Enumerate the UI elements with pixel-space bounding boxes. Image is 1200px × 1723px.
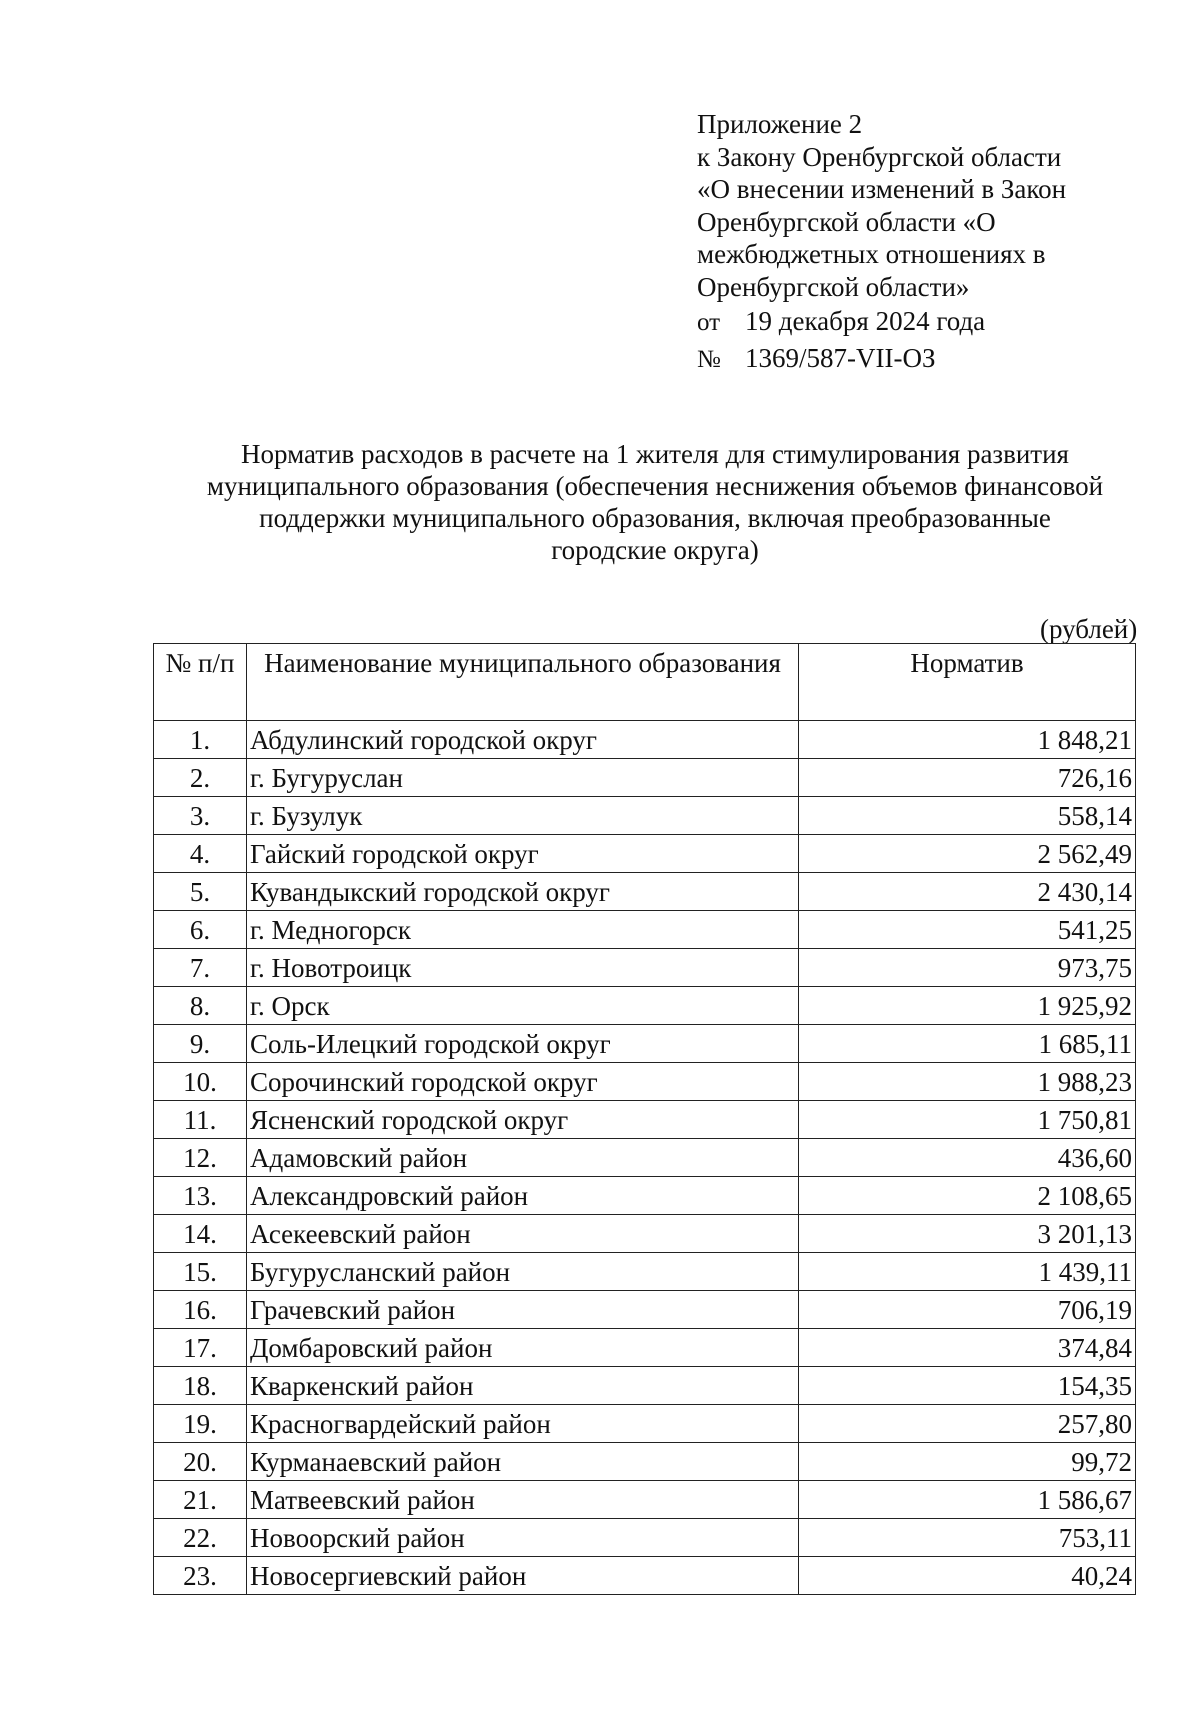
municipality-name: Красногвардейский район: [247, 1405, 799, 1443]
table-row: [154, 1443, 1136, 1481]
appendix-header: [697, 108, 1117, 376]
municipality-name: г. Новотроицк: [247, 949, 799, 987]
row-number: 19.: [154, 1405, 247, 1443]
row-number: 2.: [154, 759, 247, 797]
table-row: [154, 721, 1136, 759]
row-number: 21.: [154, 1481, 247, 1519]
norm-value: 726,16: [799, 759, 1136, 797]
municipality-name: г. Бузулук: [247, 797, 799, 835]
table-row: [154, 911, 1136, 949]
table-row: [154, 1215, 1136, 1253]
norm-value: 2 562,49: [799, 835, 1136, 873]
table-row: [154, 1481, 1136, 1519]
appendix-line: Оренбургской области»: [697, 271, 970, 302]
table-row: [154, 949, 1136, 987]
table-row: [154, 1519, 1136, 1557]
norm-value: 1 988,23: [799, 1063, 1136, 1101]
norm-value: 1 925,92: [799, 987, 1136, 1025]
norm-value: 2 108,65: [799, 1177, 1136, 1215]
appendix-line: Оренбургской области «О: [697, 206, 996, 237]
norm-value: 99,72: [799, 1443, 1136, 1481]
title-line: поддержки муниципального образования, включая преобразованные: [259, 503, 1051, 533]
law-number-label: №: [697, 345, 721, 373]
norm-value: 1 586,67: [799, 1481, 1136, 1519]
units-label: (рублей): [1040, 614, 1138, 644]
norm-value: 706,19: [799, 1291, 1136, 1329]
norm-value: 257,80: [799, 1405, 1136, 1443]
table-row: [154, 873, 1136, 911]
norm-value: 2 430,14: [799, 873, 1136, 911]
table-row: [154, 1025, 1136, 1063]
norm-value: 40,24: [799, 1557, 1136, 1595]
municipality-name: Гайский городской округ: [247, 835, 799, 873]
row-number: 7.: [154, 949, 247, 987]
norm-value: 154,35: [799, 1367, 1136, 1405]
table-row: [154, 1063, 1136, 1101]
row-number: 20.: [154, 1443, 247, 1481]
title-line: городские округа): [551, 535, 759, 565]
row-number: 12.: [154, 1139, 247, 1177]
row-number: 18.: [154, 1367, 247, 1405]
row-number: 13.: [154, 1177, 247, 1215]
row-number: 22.: [154, 1519, 247, 1557]
norm-value: 436,60: [799, 1139, 1136, 1177]
norm-value: 1 685,11: [799, 1025, 1136, 1063]
table-row: [154, 1329, 1136, 1367]
law-number: 1369/587-VII-ОЗ: [745, 342, 936, 373]
municipality-name: Адамовский район: [247, 1139, 799, 1177]
row-number: 5.: [154, 873, 247, 911]
law-number-row: [697, 342, 1117, 377]
row-number: 9.: [154, 1025, 247, 1063]
row-number: 1.: [154, 721, 247, 759]
municipality-name: г. Медногорск: [247, 911, 799, 949]
title-line: Норматив расходов в расчете на 1 жителя для стимулирования развития: [241, 439, 1069, 469]
row-number: 6.: [154, 911, 247, 949]
table-row: [154, 1291, 1136, 1329]
norm-value: 3 201,13: [799, 1215, 1136, 1253]
header-number: № п/п: [154, 644, 247, 721]
norms-table: [153, 643, 1136, 1595]
municipality-name: Соль-Илецкий городской округ: [247, 1025, 799, 1063]
norm-value: 1 439,11: [799, 1253, 1136, 1291]
norm-value: 558,14: [799, 797, 1136, 835]
municipality-name: Кувандыкский городской округ: [247, 873, 799, 911]
municipality-name: Домбаровский район: [247, 1329, 799, 1367]
title-line: муниципального образования (обеспечения неснижения объемов финансовой: [206, 471, 1104, 501]
table-row: [154, 1367, 1136, 1405]
municipality-name: Александровский район: [247, 1177, 799, 1215]
municipality-name: Бугурусланский район: [247, 1253, 799, 1291]
municipality-name: Сорочинский городской округ: [247, 1063, 799, 1101]
row-number: 3.: [154, 797, 247, 835]
municipality-name: г. Орск: [247, 987, 799, 1025]
appendix-line: к Закону Оренбургской области: [697, 141, 1062, 172]
header-value: Норматив: [799, 644, 1136, 721]
row-number: 4.: [154, 835, 247, 873]
row-number: 14.: [154, 1215, 247, 1253]
row-number: 17.: [154, 1329, 247, 1367]
table-row: [154, 1177, 1136, 1215]
municipality-name: Кваркенский район: [247, 1367, 799, 1405]
law-date-label: от: [697, 309, 721, 336]
table-row: [154, 1557, 1136, 1595]
table-row: [154, 1405, 1136, 1443]
law-date: 19 декабря 2024 года: [745, 306, 986, 336]
table-row: [154, 835, 1136, 873]
appendix-line: «О внесении изменений в Закон: [697, 174, 1067, 204]
municipality-name: Асекеевский район: [247, 1215, 799, 1253]
row-number: 8.: [154, 987, 247, 1025]
row-number: 16.: [154, 1291, 247, 1329]
norm-value: 1 848,21: [799, 721, 1136, 759]
norm-value: 1 750,81: [799, 1101, 1136, 1139]
norm-value: 753,11: [799, 1519, 1136, 1557]
municipality-name: Ясненский городской округ: [247, 1101, 799, 1139]
table-body: [154, 721, 1136, 1595]
row-number: 11.: [154, 1101, 247, 1139]
table-row: [154, 1139, 1136, 1177]
law-date-row: [697, 305, 1117, 340]
document-title: [130, 438, 1180, 566]
municipality-name: Грачевский район: [247, 1291, 799, 1329]
norm-value: 973,75: [799, 949, 1136, 987]
norm-value: 374,84: [799, 1329, 1136, 1367]
header-name: Наименование муниципального образования: [247, 644, 799, 721]
table-row: [154, 987, 1136, 1025]
appendix-line: Приложение 2: [697, 109, 863, 139]
row-number: 15.: [154, 1253, 247, 1291]
appendix-line: межбюджетных отношениях в: [697, 239, 1046, 269]
table-row: [154, 759, 1136, 797]
municipality-name: Матвеевский район: [247, 1481, 799, 1519]
municipality-name: Абдулинский городской округ: [247, 721, 799, 759]
row-number: 10.: [154, 1063, 247, 1101]
table-row: [154, 1101, 1136, 1139]
table-header-row: [154, 644, 1136, 721]
table-row: [154, 797, 1136, 835]
table-row: [154, 1253, 1136, 1291]
municipality-name: Курманаевский район: [247, 1443, 799, 1481]
row-number: 23.: [154, 1557, 247, 1595]
municipality-name: г. Бугуруслан: [247, 759, 799, 797]
municipality-name: Новосергиевский район: [247, 1557, 799, 1595]
municipality-name: Новоорский район: [247, 1519, 799, 1557]
norm-value: 541,25: [799, 911, 1136, 949]
